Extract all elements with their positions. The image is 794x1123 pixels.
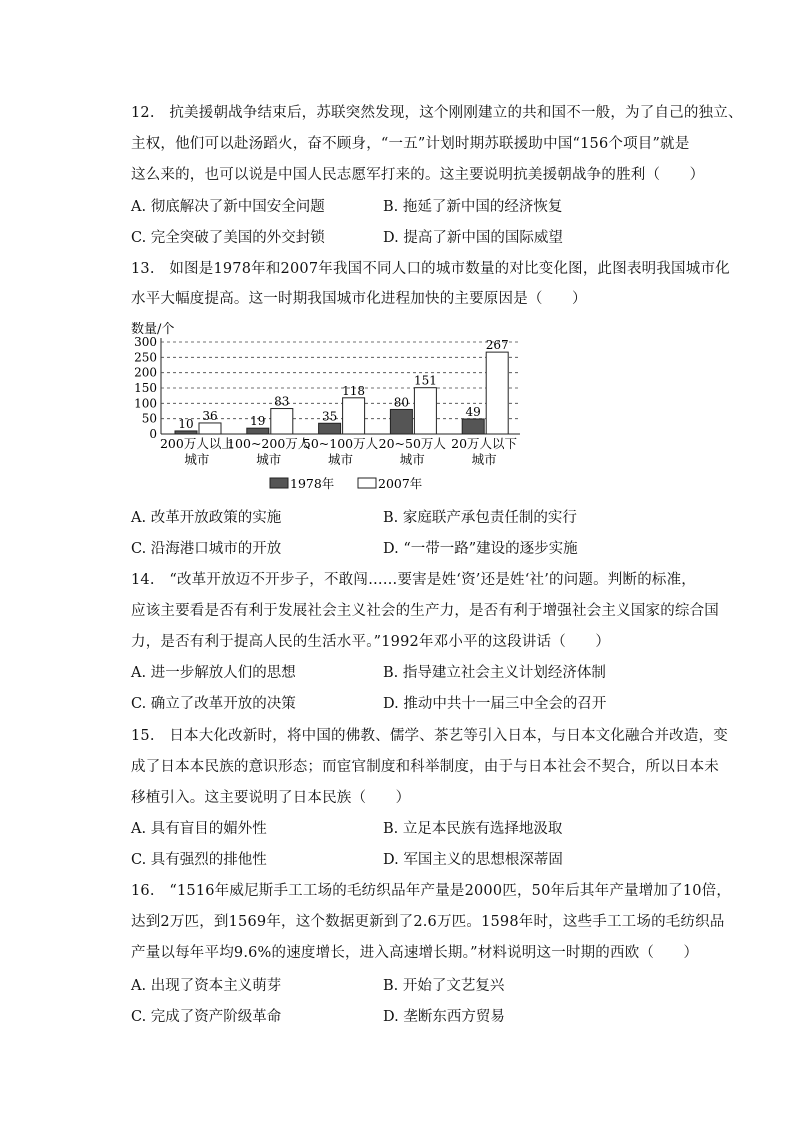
y-tick-label: 0: [149, 427, 157, 441]
category-label: 20万人以下: [451, 436, 518, 451]
bar-value-label: 35: [321, 409, 338, 424]
bar-value-label: 19: [250, 414, 266, 429]
legend-label: 1978年: [290, 476, 335, 491]
q12-option-d[interactable]: D. 提高了新中国的国际威望: [383, 230, 563, 246]
legend-swatch: [270, 478, 288, 488]
bar-2007: [414, 388, 436, 434]
y-tick-label: 300: [134, 335, 157, 349]
y-tick-label: 100: [134, 396, 157, 411]
bar-1978: [175, 431, 197, 434]
q15-line-2: 成了日本本民族的意识形态；而宦官制度和科举制度，由于与日本社会不契合，所以日本未: [131, 759, 719, 775]
bar-2007: [486, 352, 508, 434]
category-label: 城市: [327, 452, 354, 467]
bar-value-label: 267: [485, 338, 509, 353]
q13-option-b[interactable]: B. 家庭联产承包责任制的实行: [383, 510, 577, 526]
legend-swatch: [358, 478, 376, 488]
bar-value-label: 10: [178, 416, 194, 431]
bar-2007: [271, 409, 293, 434]
chart-ylabel: 数量/个: [131, 322, 175, 337]
q13-option-a[interactable]: A. 改革开放政策的实施: [131, 510, 282, 526]
q12-option-a[interactable]: A. 彻底解决了新中国安全问题: [131, 199, 325, 215]
q14-line-2: 应该主要看是否有利于发展社会主义社会的生产力，是否有利于增强社会主义国家的综合国: [131, 603, 719, 619]
q14-line-3: 力，是否有利于提高人民的生活水平。”1992年邓小平的这段讲话（ ）: [131, 634, 611, 650]
legend-label: 2007年: [378, 476, 423, 491]
q15-line-1: 15. 日本大化改新时，将中国的佛教、儒学、茶艺等引入日本，与日本文化融合并改造，变: [131, 728, 728, 744]
q12-line-2: 主权，他们可以赴汤蹈火，奋不顾身，“一五”计划时期苏联援助中国“156个项目”就是: [131, 136, 690, 152]
q13-option-d[interactable]: D. “一带一路”建设的逐步实施: [383, 541, 578, 557]
q12-option-c[interactable]: C. 完全突破了美国的外交封锁: [131, 230, 325, 246]
bar-2007: [343, 398, 365, 434]
category-label: 20~50万人: [378, 436, 446, 451]
y-tick-label: 200: [134, 365, 157, 380]
bar-value-label: 36: [202, 408, 218, 423]
bar-1978: [390, 409, 412, 434]
q13-line-1: 13. 如图是1978年和2007年我国不同人口的城市数量的对比变化图，此图表明我国城市化: [131, 261, 730, 277]
city-count-bar-chart: [125, 318, 535, 498]
q15-option-c[interactable]: C. 具有强烈的排他性: [131, 852, 267, 868]
q12-line-1: 12. 抗美援朝战争结束后，苏联突然发现，这个刚刚建立的共和国不一般，为了自己的独立、: [131, 105, 743, 121]
bar-2007: [199, 423, 221, 434]
category-label: 城市: [256, 452, 282, 467]
bar-value-label: 118: [342, 383, 366, 398]
q12-line-3: 这么来的，也可以说是中国人民志愿军打来的。这主要说明抗美援朝战争的胜利（ ）: [131, 167, 705, 183]
bar-1978: [462, 419, 484, 434]
q16-option-b[interactable]: B. 开始了文艺复兴: [383, 978, 505, 994]
bar-value-label: 83: [274, 394, 290, 409]
q13-line-2: 水平大幅度提高。这一时期我国城市化进程加快的主要原因是（ ）: [131, 291, 587, 307]
q14-line-1: 14. “改革开放迈不开步子，不敢闯……要害是姓‘资’还是姓‘社’的问题。判断的标准，: [131, 572, 697, 588]
q14-option-b[interactable]: B. 指导建立社会主义计划经济体制: [383, 665, 606, 681]
bar-1978: [247, 428, 269, 434]
q15-option-d[interactable]: D. 军国主义的思想根深蒂固: [383, 852, 563, 868]
bar-value-label: 151: [413, 373, 437, 388]
q15-option-b[interactable]: B. 立足本民族有选择地汲取: [383, 821, 563, 837]
y-tick-label: 250: [134, 350, 157, 365]
category-label: 城市: [399, 452, 425, 467]
q16-option-c[interactable]: C. 完成了资产阶级革命: [131, 1009, 282, 1025]
q15-line-3: 移植引入。这主要说明了日本民族（ ）: [131, 790, 411, 806]
bar-value-label: 80: [393, 395, 410, 410]
category-label: 城市: [184, 452, 210, 467]
q14-option-c[interactable]: C. 确立了改革开放的决策: [131, 696, 296, 712]
q14-option-d[interactable]: D. 推动中共十一届三中全会的召开: [383, 696, 607, 712]
q15-option-a[interactable]: A. 具有盲目的媚外性: [131, 821, 267, 837]
q14-option-a[interactable]: A. 进一步解放人们的思想: [131, 665, 296, 681]
bar-value-label: 49: [465, 404, 481, 419]
category-label: 100~200万人: [227, 436, 311, 451]
y-tick-label: 50: [141, 411, 157, 426]
bar-1978: [319, 423, 341, 434]
q16-option-d[interactable]: D. 垄断东西方贸易: [383, 1009, 505, 1025]
y-tick-label: 150: [134, 381, 157, 395]
q16-option-a[interactable]: A. 出现了资本主义萌芽: [131, 978, 282, 994]
category-label: 200万人以上: [159, 436, 234, 451]
q13-option-c[interactable]: C. 沿海港口城市的开放: [131, 541, 282, 557]
category-label: 50~100万人: [302, 436, 379, 451]
category-label: 城市: [471, 452, 497, 467]
q12-option-b[interactable]: B. 拖延了新中国的经济恢复: [383, 199, 563, 215]
q16-line-2: 达到2万匹，到1569年，这个数据更新到了2.6万匹。1598年时，这些手工工场的毛纺织品: [131, 914, 725, 930]
q16-line-3: 产量以每年平均9.6%的速度增长，进入高速增长期。”材料说明这一时期的西欧（ ）: [131, 945, 699, 961]
q16-line-1: 16. “1516年威尼斯手工工场的毛纺织品年产量是2000匹，50年后其年产量增加了10倍，: [131, 883, 732, 899]
